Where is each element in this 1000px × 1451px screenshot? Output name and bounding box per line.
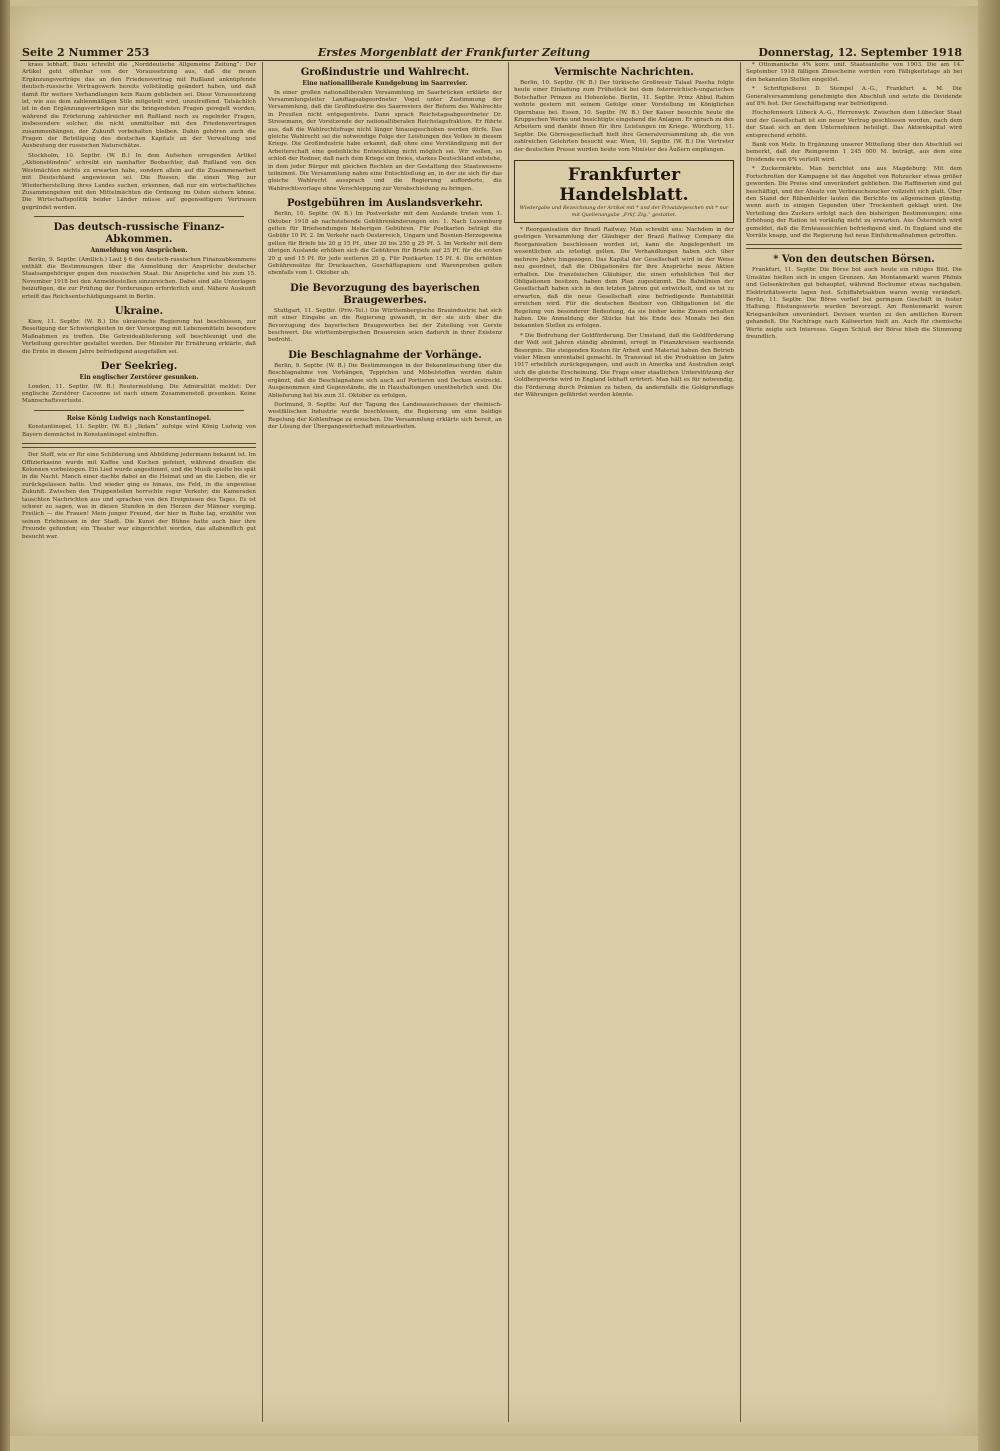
article-ukraine: Kiew, 11. Septbr. (W. B.) Die ukrainische Regierung hat beschlossen, zur Beseitigung der Schwierigkeiten in der Versorgung mit Lebensmitteln besondere Maßnahmen zu treffen. Die Getreideablieferung soll beschleunigt und die Verteilung gerechter gestaltet werden. Der Minister für Ernährung erklärte, daß die Ernte in diesem Jahre befriedigend ausgefallen sei. [22,319,256,355]
header-page-number: Seite 2 Nummer 253 [22,45,150,59]
headline-grossindustrie: Großindustrie und Wahlrecht. [300,67,470,78]
article-stockholm: Stockholm, 10. Septbr. (W. B.) In dem Aufsehen erregenden Artikel „Aktionsbündnis“ schreibt ein namhafter Beobachter, daß Rußland von den Westmächten nichts zu erwarten habe, sondern allein auf die Zusammenarbeit mit Deutschland angewiesen sei. Die Russen, die einen Weg zur Wiederherstellung ihres Landes suchen, erkennen, daß nur ein wirtschaftliches Zusammengehen mit den Mittelmächten die Ordnung im Osten sichern könne. Die Wirtschaftspolitik beider Länder müsse auf gegenseitigem Vertrauen gegründet werden. [22,152,256,211]
article-boersen: Frankfurt, 11. Septbr. Die Börse bot auch heute ein ruhiges Bild. Die Umsätze hielten sich in engen Grenzen. Am Montanmarkt waren Phönix und Gelsenkirchen gut behauptet, während Bochumer etwas nachgaben. Elektrizitätswerte lagen fest. Schiffahrtsaktien waren wenig verändert. Berlin, 11. Septbr. Die Börse verlief bei geringem Geschäft in fester Haltung. Rüstungswerte wurden bevorzugt. Am Rentenmarkt waren Kriegsanleihen unverändert. Devisen wurden zu den amtlichen Kursen gehandelt. Die Nachfrage nach Kaliwerten hielt an. Auch für chemische Werte zeigte sich Interesse. Gegen Schluß der Börse blieb die Stimmung freundlich. [746,267,962,340]
article-dortmund: Dortmund, 9. Septbr. Auf der Tagung des Landesausschusses der rheinisch-westfälischen Industrie wurde beschlossen, die Regierung um eine baldige Regelung der Kohlenfrage zu ersuchen. Die Versammlung erklärte sich bereit, an der Lösung der Übergangswirtschaft mitzuarbeiten. [268,401,502,431]
article-postgebuehren: Berlin, 10. Septbr. (W. B.) Im Postverkehr mit dem Auslande treten vom 1. Oktober 1918 ab nachstehende Gebührenänderungen ein: 1. Nach Luxemburg gelten für Briefsendungen bisherigen Gebühren. Für Postkarten beträgt die Gebühr 10 Pf. 2. Im Verkehr nach Oesterreich, Ungarn und Bosnien-Herzegowina gelten für Briefe bis 20 g 15 Pf., über 20 bis 250 g 25 Pf. 3. Im Verkehr mit dem übrigen Auslande erhöhen sich die Gebühren für Briefe auf 25 Pf. für die ersten 20 g und 15 Pf. für jede weiteren 20 g. Für Postkarten 15 Pf. 4. Die erhöhten Gebührensätze für Drucksachen, Geschäftspapiere und Warenproben gelten ebenfalls vom 1. Oktober ab. [268,211,502,277]
subheadline-finanz: Anmeldung von Ansprüchen. [90,247,188,255]
feuilleton-divider [22,443,256,448]
column-divider [262,62,263,1422]
headline-seekrieg: Der Seekrieg. [100,361,178,373]
subheadline-grossindustrie: Eine nationalliberale Kundgebung im Saarrevier. [302,80,468,87]
article-vermischte: Berlin, 10. Septbr. (W. B.) Der türkische Großwesir Talaat Pascha folgte heute einer Einladung zum Frühstück bei dem österreichisch-ungarischen Botschafter Prinzen zu Hohenlohe. Berlin, 11. Septbr. Prinz Abbul Rahim wohnte gestern mit seinem Gefolge einer Vorstellung im Königlichen Opernhaus bei. Essen, 10. Septbr. (W. B.) Der Kaiser besuchte heute die Kruppschen Werke und besichtigte eingehend die Anlagen. Er sprach zu den Arbeitern und dankte ihnen für ihre Leistungen im Kriege. Würzburg, 11. Septbr. Die Görresgesellschaft hielt ihre Generalversammlung ab, die von zahlreichen Gelehrten besucht war. Wien, 10. Septbr. (W. B.) Die Vertreter der deutschen Presse wurden heute vom Minister des Äußern empfangen. [514,80,734,153]
article-stempel: * Schriftgießerei D. Stempel A.-G., Frankfurt a. M. Die Generalversammlung genehmigte den Abschluß und setzte die Dividende auf 8% fest. Der Geschäftsgang war befriedigend. [746,86,962,108]
headline-reise: Reise König Ludwigs nach Konstantinopel. [66,414,212,422]
headline-ukraine: Ukraine. [114,306,164,318]
article-ottoman: * Ottomanische 4% konv. unif. Staatsanleihe von 1903. Die am 14. September 1918 fälligen Zinsscheine werden vom Fälligkeitstage ab bei den bekannten Stellen eingelöst. [746,62,962,83]
article-finanz: Berlin, 9. Septbr. (Amtlich.) Laut § 6 des deutsch-russischen Finanzabkommens enthält die Bestimmungen über die Anmeldung der Ansprüche deutscher Staatsangehöriger gegen den russischen Staat. Die Ansprüche sind bis zum 15. November 1918 bei den Anmeldestellen einzureichen. Dabei sind alle Unterlagen beizufügen, die zur Prüfung der Forderungen erforderlich sind. Nähere Auskunft erteilt das Reichsentschädigungsamt in Berlin. [22,256,256,300]
divider [746,244,962,249]
article-seekrieg: London, 11. Septbr. (W. B.) Reutermeldung. Die Admiralität meldet: Der englische Zerstörer Cacoonne ist nach einem Zusammenstoß gesunken. Keine Mannschaftsverluste. [22,383,256,405]
article-brazil-railway: * Reorganisation der Brazil Railway. Man schreibt uns: Nachdem in der gestrigen Versammlung der Gläubiger der Brazil Railway Company die Reorganisation beschlossen worden ist, kann die Angelegenheit im wesentlichen als erledigt gelten. Die Verhandlungen haben sich über mehrere Jahre hingezogen. Das Kapital der Gesellschaft wird in der Weise neu geordnet, daß die Obligationäre für ihre Ansprüche neue Aktien erhalten. Die französischen Gläubiger, die einen erheblichen Teil der Obligationen besitzen, haben dem Plan zugestimmt. Die Bahnlinien der Gesellschaft haben sich in den letzten Jahren gut entwickelt, und es ist zu erwarten, daß die neue Gesellschaft eine befriedigende Rentabilität erreichen wird. Für die deutschen Besitzer von Obligationen ist die Regelung von besonderer Bedeutung, da sie bisher keine Zinsen erhalten haben. Die Anmeldung der Stücke hat bis Ende des Monats bei den bekannten Stellen zu erfolgen. [514,227,734,330]
headline-finanz: Das deutsch-russische Finanz-Abkommen. [53,222,225,246]
article-braugewerbe: Stuttgart, 11. Septbr. (Priv.-Tel.) Die Württembergische Brauindustrie hat sich mit einer Eingabe an die Regierung gewandt, in der sie sich über die Bevorzugung des bayerischen Braugewerbes bei der Zuteilung von Gerste beschwert. Die württembergischen Brauereien seien dadurch in ihrer Existenz bedroht. [268,307,502,344]
handelsblatt-title: Frankfurter Handelsblatt. [559,165,689,206]
handelsblatt-masthead [514,160,734,223]
handelsblatt-note: Wiedergabe und Bezeichnung der Artikel mit * und der Privatdepeschen mit * nur mit Quellenangabe „Frkf. Ztg.“ gestattet. [519,205,729,218]
article-bank-metz: Bank von Metz. In Ergänzung unserer Mitteilung über den Abschluß sei bemerkt, daß der Reingewinn 1 245 000 M. beträgt, aus dem eine Dividende von 6% verteilt wird. [746,142,962,163]
article-reise: Konstantinopel, 11. Septbr. (W. B.) „Ikdam“ zufolge wird König Ludwig von Bayern demnächst in Konstantinopel eintreffen. [22,424,256,438]
column-4 [746,62,962,1422]
article-vorhaenge: Berlin, 9. Septbr. (W. B.) Die Bestimmungen in der Bekanntmachung über die Beschlagnahme von Vorhängen, Teppichen und Möbelstoffen werden dahin ergänzt, daß die Beschlagnahme sich auch auf Portieren und Decken erstreckt. Ausgenommen sind Gegenstände, die in Haushaltungen unentbehrlich sind. Die Ablieferung hat bis zum 31. Oktober zu erfolgen. [268,362,502,399]
headline-postgebuehren: Postgebühren im Auslandsverkehr. [287,198,483,210]
article-hochofen: Hochofenwerk Lübeck A.-G., Herrenwyk. Zwischen dem Lübecker Staat und der Gesellschaft ist ein neuer Vertrag geschlossen worden, nach dem der Staat sich an dem Unternehmen beteiligt. Das Aktienkapital wird entsprechend erhöht. [746,110,962,139]
divider [34,410,244,411]
headline-boersen: * Von den deutschen Börsen. [773,254,935,266]
column-divider [508,62,509,1422]
header-date: Donnerstag, 12. September 1918 [758,45,962,59]
column-2 [268,62,502,1422]
book-binding [0,0,10,1451]
header-rule [20,60,964,61]
article-intro: krass lebhaft. Dazu schreibt die „Norddeutsche Allgemeine Zeitung“: Der Artikel geht offenbar von der Voraussetzung aus, daß die neuen Ergänzungsverträge das an den Friedensvertrag mit Rußland anknüpfende deutsch-russische Vertragswerk bereits vollständig geändert haben, und daß damit für weitere Verhandlungen kein Raum geblieben sei. Diese Voraussetzung ist, wie aus dem zahlenmäßigen Stile mitgeteilt wird, unzutreffend. Tatsächlich ist in den Ergänzungsverträgen nur die bringendsten Fragen geregelt worden, während die Erörterung zahlreicher mit Rußland noch zu regelnder Fragen, insbesondere solcher, die nicht unmittelbar mit den Friedensvertragen zusammenhängen, der Zukunft vorbehalten bleiben. Dahin gehören auch die Fragen der Beteiligung des deutschen Kapitals an der Verwaltung und Ausbeutung der russischen Naturschätze. [22,62,256,150]
subheadline-seekrieg: Ein englischer Zerstörer gesunken. [79,374,199,382]
page-header [22,44,962,60]
page-edge [978,0,1000,1451]
headline-braugewerbe: Die Bevorzugung des bayerischen Braugewerbes. [290,282,480,306]
column-divider [740,62,741,1422]
column-1 [22,62,256,1422]
headline-vermischte: Vermischte Nachrichten. [554,67,694,78]
article-goldfoerderung: * Die Bedrohung der Goldförderung. Der Umstand, daß die Goldförderung der Welt seit Jahren ständig abnimmt, erregt in Finanzkreisen wachsende Besorgnis. Die steigenden Kosten für Arbeit und Material haben den Betrieb vieler Minen unrentabel gemacht. In Transvaal ist die Produktion im Jahre 1917 erheblich zurückgegangen, und auch in Amerika und Australien zeigt sich die gleiche Erscheinung. Die Frage einer staatlichen Unterstützung der Goldbergwerke wird in England lebhaft erörtert. Man hält es für notwendig, die Förderung durch Prämien zu heben, da andernfalls die Goldgrundlage der Währungen gefährdet werden könnte. [514,332,734,398]
article-grossindustrie: In einer großen nationalliberalen Versammlung im Saarbrücken erklärte der Versammlungsleiter Landtagsabgeordneter Vogel unter Zustimmung der Versammlung, daß die Großindustrie des Saarreviers der Reform des Wahlrechts in Preußen nicht entgegentrete. Dann sprach Reichstagsabgeordneter Dr. Stresemann, der Vorsitzende der nationalliberalen Reichstagsfraktion. Er führte aus, daß die Wahlrechtsfrage nicht länger hinausgeschoben werden dürfe. Das gleiche Wahlrecht sei die notwendige Folge der Leistungen des Volkes in diesem Kriege. Die Großindustrie habe erkannt, daß ohne eine Verständigung mit der Arbeiterschaft eine gedeihliche Entwicklung nicht möglich sei. Wir wollen, so schloß der Redner, daß nach dem Kriege ein freies, starkes Deutschland entstehe, in dem jeder Bürger mit gleichen Rechten an der Gestaltung des Staatswesens teilnimmt. Die Versammlung nahm eine Entschließung an, in der sie sich für das gleiche Wahlrecht aussprach und die Regierung aufforderte, die Wahlrechtsvorlage ohne Verschleppung zur Verabschiedung zu bringen. [268,89,502,192]
divider [34,216,244,217]
article-zuckermaerkte: * Zuckermärkte. Man berichtet uns aus Magdeburg: Mit dem Fortschreiten der Kampagne ist das Angebot von Rohzucker etwas größer geworden. Die Preise sind unverändert geblieben. Die Raffinerien sind gut beschäftigt, und der Absatz von Verbrauchszucker vollzieht sich glatt. Über den Stand der Rübenfelder lauten die Berichte im allgemeinen günstig, wenn auch in einigen Gegenden über Trockenheit geklagt wird. Die Verteilung des Zuckers erfolgt nach den bisherigen Bestimmungen; eine Erhöhung der Ration ist vorläufig nicht zu erwarten. Aus Österreich wird gemeldet, daß die Ernteaussichten befriedigend sind. In England sind die Vorräte knapp, und die Regierung hat neue Einfuhrmaßnahmen getroffen. [746,166,962,239]
feuilleton-text: Der Stoff, wie er für eine Schilderung und Abbildung jedermann bekannt ist. Im Offizierkasino wurde mit Kaffee und Kuchen gefeiert, während draußen die Kolonnen vorbeizogen. Ein Lied wurde angestimmt, und die Musik spielte bis spät in die Nacht. Manch einer dachte dabei an die Heimat und an die Lieben, die er zurückgelassen hatte. Und wieder ging es hinaus, ins Feld, in die ungewisse Zukunft. Zwischen den Truppenteilen herrschte reger Verkehr; die Kameraden tauschten Nachrichten aus und sprachen von den Ereignissen des Tages. Es ist schwer zu sagen, was in diesen Stunden in den Herzen der Männer vorging. Freilich — die Frauen! Mein junger Freund, der hier in Ruhe lag, erzählte von seinen Erlebnissen in der Stadt. Die Kunst der Bühne hatte auch hier ihre Freunde gefunden; ein Theater war eingerichtet worden, das allabendlich gut besucht war. [22,452,256,540]
column-3 [514,62,734,1422]
headline-vorhaenge: Die Beschlagnahme der Vorhänge. [288,349,482,361]
header-masthead: Erstes Morgenblatt der Frankfurter Zeitung [317,45,590,59]
